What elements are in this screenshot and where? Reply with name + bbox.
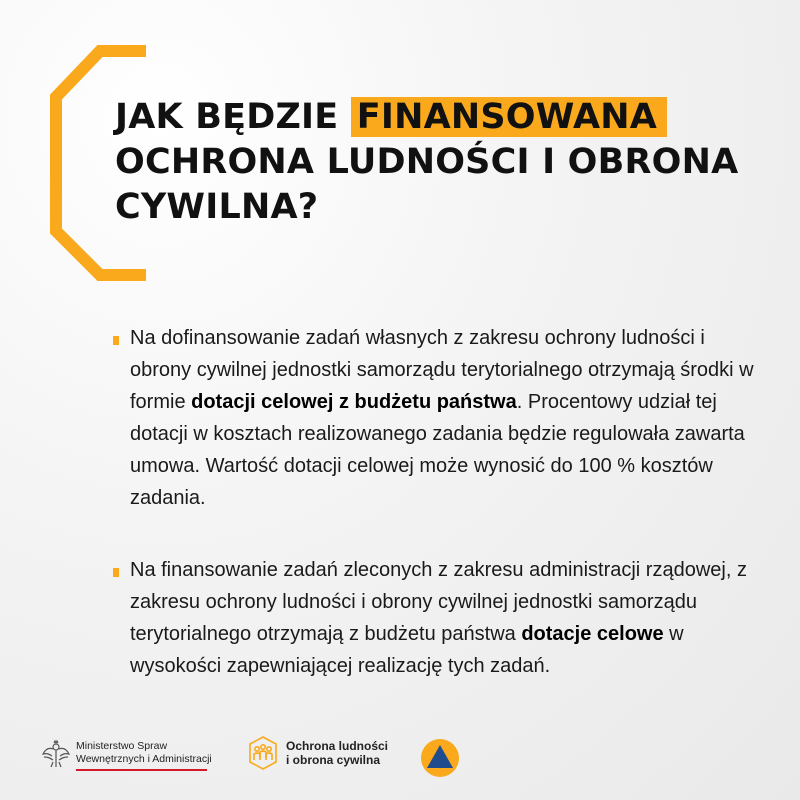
bullet-marker-icon	[113, 336, 119, 345]
headline-part-2: OCHRONA LUDNOŚCI I OBRONA CYWILNA?	[115, 142, 739, 227]
footer-logos	[0, 728, 800, 788]
civil-defence-triangle-icon	[420, 738, 460, 778]
headline	[115, 95, 775, 230]
bullet-list	[110, 322, 770, 722]
mswia-red-underline	[76, 769, 207, 771]
ochrona-name	[286, 739, 388, 767]
bullet-text-after: w wysokości zapewniającej realizację tych zadań.	[130, 623, 684, 677]
bullet-text-before: Na dofinansowanie zadań własnych z zakresu ochrony ludności i obrony cywilnej jednostki samorządu terytorialnego otrzymają środki w formie	[130, 327, 754, 413]
bullet-text	[130, 322, 770, 514]
ochrona-ludnosci-logo	[248, 736, 388, 770]
mswia-name	[76, 738, 212, 771]
ochrona-name-line-2: i obrona cywilna	[286, 753, 381, 767]
polish-eagle-emblem-icon	[40, 738, 72, 770]
bullet-text-bold: dotacji celowej z budżetu państwa	[191, 391, 517, 413]
bullet-item	[110, 322, 770, 514]
bullet-text-before: Na finansowanie zadań zleconych z zakresu administracji rządowej, z zakresu ochrony ludności i obrony cywilnej jednostki samorządu terytorialnego otrzymają z budżetu państwa	[130, 559, 747, 645]
bullet-marker-icon	[113, 568, 119, 577]
mswia-name-line-2: Wewnętrznych i Administracji	[76, 753, 212, 765]
bullet-text	[130, 554, 770, 682]
bullet-text-bold: dotacje celowe	[521, 623, 664, 645]
bullet-item	[110, 554, 770, 682]
civil-protection-people-icon	[248, 736, 278, 770]
headline-part-1: JAK BĘDZIE	[115, 97, 339, 137]
bullet-text-after: . Procentowy udział tej dotacji w kosztach realizowanego zadania będzie regulowała zawarta umowa. Wartość dotacji celowej może wynosić do 100 % kosztów zadania.	[130, 391, 745, 509]
mswia-logo	[40, 738, 212, 771]
ochrona-name-line-1: Ochrona ludności	[286, 739, 389, 753]
mswia-name-line-1: Ministerstwo Spraw	[76, 740, 168, 752]
headline-highlight: FINANSOWANA	[351, 97, 667, 137]
